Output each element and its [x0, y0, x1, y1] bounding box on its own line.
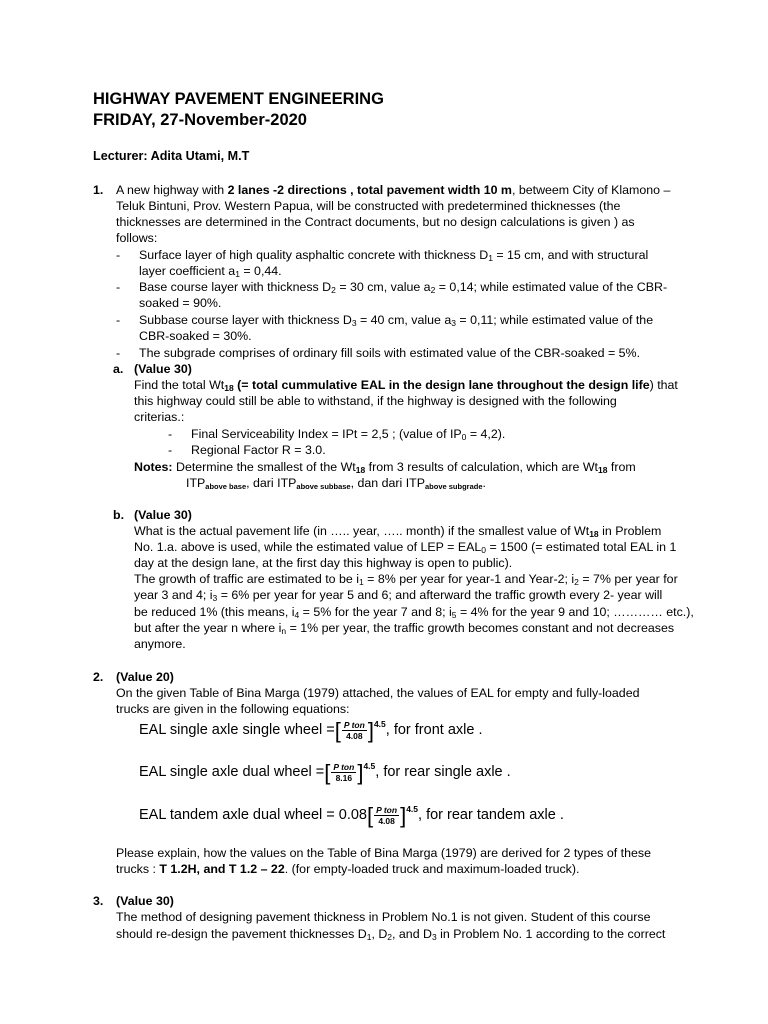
- criteria-2: Regional Factor R = 3.0.: [191, 443, 326, 457]
- notes-line1: Notes: Determine the smallest of the $Wt_{18}$ from 3 results of calculation, which are $Wt_{18}$ from: [134, 460, 636, 475]
- q2-number: 2.: [93, 670, 104, 684]
- q2-line1: On the given Table of Bina Marga (1979) attached, the values of EAL for empty and fully-loaded: [116, 686, 640, 700]
- criteria-1: Final Serviceability Index = IPt = 2,5 ; (value of $IP_0 = 4,2$).: [191, 427, 506, 442]
- layer3-line2: CBR-soaked = 30%.: [139, 329, 252, 343]
- fraction: $\frac{\text{P ton}}{4.08}$: [343, 720, 365, 741]
- q1b-line5: year 3 and 4; $i_3 = 6\%$ per year for year 5 and 6; and afterward the traffic growth every 2- year will: [134, 588, 663, 603]
- fraction: $\frac{\text{P ton}}{8.16}$: [333, 762, 355, 783]
- q1a-line2: this highway could still be able to withstand, if the highway is designed with the following: [134, 394, 617, 408]
- q1a-line1: Find the total $Wt_{18}$ (= total cummulative EAL in the design lane throughout the design life) that: [134, 378, 678, 393]
- q1b-line2: No. 1.a. above is used, while the estimated value of LEP = $EAL_0 = 1500$ (= estimated total EAL in 1: [134, 540, 677, 555]
- layer1-line1: Surface layer of high quality asphaltic concrete with thickness $D_1 = 15$ cm, and with structural: [139, 248, 649, 263]
- q1b-value: (Value 30): [134, 508, 192, 522]
- q2-line2: trucks are given in the following equations:: [116, 702, 350, 716]
- document-date: FRIDAY, 27-November-2020: [93, 111, 307, 129]
- layer2-line1: Base course layer with thickness $D_2 = 30$ cm, value $a_2 = 0,14$; while estimated value of the CBR-: [139, 280, 668, 295]
- q1b-line6: be reduced 1% (this means, $i_4 = 5\%$ for the year 7 and 8; $i_5 = 4\%$ for the year 9 and 10; ………… etc.),: [134, 605, 694, 620]
- q1a-value: (Value 30): [134, 362, 192, 376]
- q1a-line3: criterias.:: [134, 410, 185, 424]
- fraction: $\frac{\text{P ton}}{4.08}$: [376, 805, 398, 826]
- layer2-line2: soaked = 90%.: [139, 296, 222, 310]
- q1b-label: b.: [113, 508, 125, 522]
- bullet-dash: -: [116, 248, 121, 262]
- bullet-dash: -: [168, 443, 173, 457]
- q3-number: 3.: [93, 894, 104, 908]
- q1b-line8: anymore.: [134, 637, 186, 651]
- q1-number: 1.: [93, 183, 104, 197]
- document-title: HIGHWAY PAVEMENT ENGINEERING: [93, 90, 384, 108]
- q3-value: (Value 30): [116, 894, 174, 908]
- equation-front-axle: EAL single axle single wheel = [ $\frac{\text{P ton}}{4.08}$ ] 4.5 , for front axle .: [139, 717, 483, 743]
- notes-line2: ITPabove base, dari ITPabove subbase, dan dari ITPabove subgrade.: [186, 476, 486, 491]
- bullet-dash: -: [116, 280, 121, 294]
- q2-explain-line2: trucks : T 1.2H, and T 1.2 – 22. (for empty-loaded truck and maximum-loaded truck).: [116, 862, 580, 876]
- q1-intro-line4: follows:: [116, 231, 158, 245]
- q1b-line1: What is the actual pavement life (in ….. year, ….. month) if the smallest value of $Wt_{18}$ in Problem: [134, 524, 662, 539]
- bullet-dash: -: [116, 313, 121, 327]
- q3-line1: The method of designing pavement thickness in Problem No.1 is not given. Student of this course: [116, 910, 651, 924]
- equation-rear-tandem-axle: EAL tandem axle dual wheel = 0.08 [ $\frac{\text{P ton}}{4.08}$ ] 4.5 , for rear tandem axle .: [139, 802, 564, 828]
- q1-intro-line3: thicknesses are determined in the Contract documents, but no design calculations is given ) as: [116, 215, 635, 229]
- q1b-line7: but after the year n where $i_n = 1\%$ per year, the traffic growth becomes constant and not decreases: [134, 621, 675, 636]
- q3-line2: should re-design the pavement thicknesses $D_1$, $D_2$, and $D_3$ in Problem No. 1 according to the correct: [116, 927, 666, 942]
- bullet-dash: -: [116, 346, 121, 360]
- q2-explain-line1: Please explain, how the values on the Table of Bina Marga (1979) are derived for 2 types of these: [116, 846, 651, 860]
- q2-value: (Value 20): [116, 670, 174, 684]
- layer1-line2: layer coefficient $a_1 = 0,44$.: [139, 264, 282, 279]
- layer3-line1: Subbase course layer with thickness $D_3 = 40$ cm, value $a_3 = 0,11$; while estimated value of the: [139, 313, 654, 328]
- bullet-dash: -: [168, 427, 173, 441]
- lecturer-line: Lecturer: Adita Utami, M.T: [93, 149, 250, 163]
- q1b-line3: day at the design lane, at the first day this highway is open to public).: [134, 556, 513, 570]
- q1-intro-line1: A new highway with 2 lanes -2 directions , total pavement width 10 m, betweem City of Klamono –: [116, 183, 671, 197]
- q1-intro-line2: Teluk Bintuni, Prov. Western Papua, will be constructed with predetermined thicknesses (the: [116, 199, 621, 213]
- q1a-label: a.: [113, 362, 124, 376]
- q1b-line4: The growth of traffic are estimated to be $i_1 = 8\%$ per year for year-1 and Year-2; $i_2 = 7\%$ per year for: [134, 572, 678, 587]
- layer4-line: The subgrade comprises of ordinary fill soils with estimated value of the CBR-soaked = 5%.: [139, 346, 641, 360]
- equation-rear-single-axle: EAL single axle dual wheel = [ $\frac{\text{P ton}}{8.16}$ ] 4.5 , for rear single axle .: [139, 759, 511, 785]
